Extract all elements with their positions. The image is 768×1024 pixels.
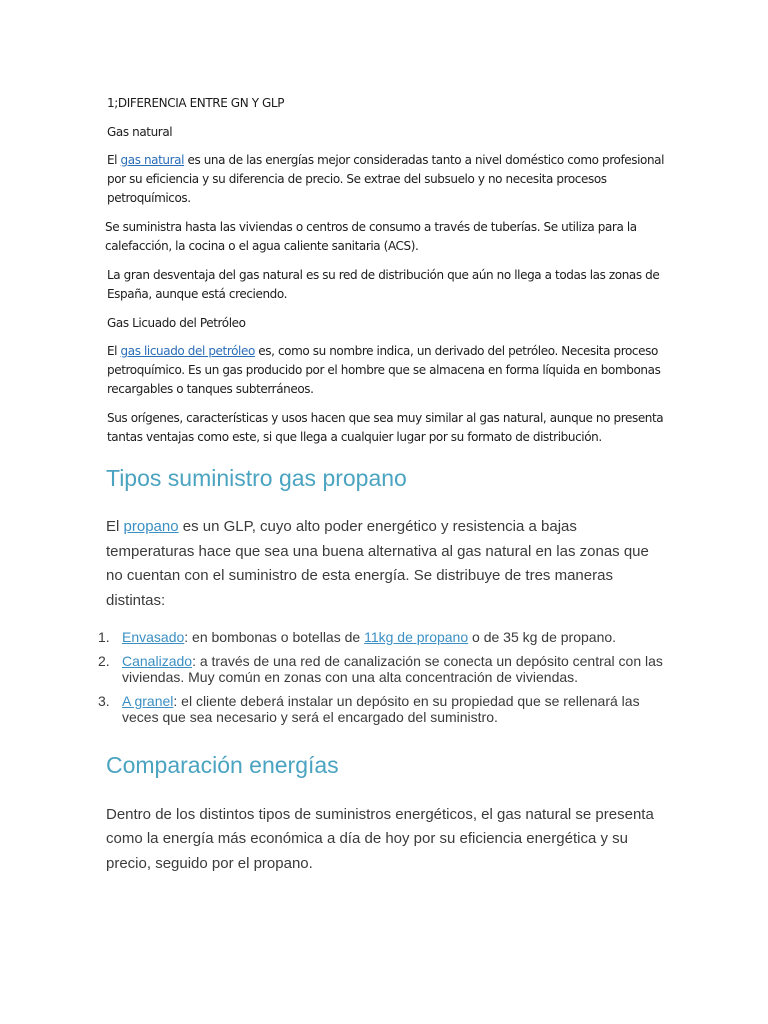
text: distintas: [106,591,166,609]
text: como la energía más económica a día de hoy por su eficiencia energética y su [106,830,628,847]
list-item-envasado [98,629,666,646]
text: Se suministra hasta las viviendas o centros de consumo a través de tuberías. Se utiliza para la [105,220,637,234]
gas-natural-paragraph-3 [107,266,667,304]
text: : el cliente deberá instalar un depósito en su propiedad que se rellenará las [173,692,640,709]
list-number: 2. [98,652,110,669]
gas-natural-paragraph-1 [107,151,667,208]
text: calefacción, la cocina o el agua caliente sanitaria (ACS). [105,239,419,253]
text: temperaturas hace que sea una buena alternativa al gas natural en las zonas que [106,542,649,560]
text: no cuentan con el suministro de esta energía. Se distribuye de tres maneras [106,567,613,584]
canalizado-link[interactable]: Canalizado [122,652,193,669]
tipos-suministro-heading: Tipos suministro gas propano [106,465,407,491]
text: España, aunque está creciendo. [107,287,288,301]
text: veces que sea necesario y será el encargado del suministro. [122,709,498,725]
text: : a través de una red de canalización se conecta un depósito central con las [192,652,663,669]
text: La gran desventaja del gas natural es su red de distribución que aún no llega a todas las zonas de [107,268,660,282]
section-gn-glp [107,94,667,457]
glp-link[interactable]: gas licuado del petróleo [120,344,255,358]
section-tipos-suministro [98,462,666,876]
a-granel-link[interactable]: A granel [122,692,174,709]
text: recargables o tanques subterráneos. [107,382,314,396]
text: : en bombonas o botellas de [184,629,365,645]
list-item-granel [98,692,666,726]
glp-heading: Gas Licuado del Petróleo [107,316,246,330]
text: viviendas. Muy común en zonas con una alta concentración de viviendas. [122,669,579,685]
text: El [107,153,121,167]
list-item-canalizado [98,652,666,686]
envasado-link[interactable]: Envasado [122,629,185,645]
text: Dentro de los distintos tipos de suministros energéticos, el gas natural se presenta [106,805,654,823]
propano-link[interactable]: propano [123,518,179,535]
text: Sus orígenes, características y usos hacen que sea muy similar al gas natural, aunque no presenta [107,411,664,425]
text: precio, seguido por el propano. [106,854,313,872]
list-number: 3. [98,692,110,709]
gas-natural-heading: Gas natural [107,125,173,139]
glp-paragraph-2 [107,409,667,447]
supply-types-list [98,629,666,726]
text: El [107,344,121,358]
gas-natural-paragraph-2 [105,218,667,256]
11kg-propano-link[interactable]: 11kg de propano [364,629,469,645]
text: es, como su nombre indica, un derivado del petróleo. Necesita proceso [254,344,658,358]
text: tantas ventajas como este, si que llega a cualquier lugar por su formato de distribución. [107,430,602,444]
text: es un GLP, cuyo alto poder energético y resistencia a bajas [178,518,577,535]
text: es una de las energías mejor consideradas tanto a nivel doméstico como profesional [184,153,665,167]
propano-intro-paragraph [106,515,666,613]
text: petroquímico. Es un gas producido por el hombre que se almacena en forma líquida en bombonas [107,363,661,377]
section-title: 1;DIFERENCIA ENTRE GN Y GLP [107,96,285,110]
text: o de 35 kg de propano. [468,629,617,645]
list-number: 1. [98,629,110,645]
glp-paragraph-1 [107,342,667,399]
comparacion-heading: Comparación energías [106,751,339,778]
text: petroquímicos. [107,191,191,205]
comparacion-paragraph [106,803,666,877]
text: El [106,518,124,535]
gas-natural-link[interactable]: gas natural [120,153,185,167]
text: por su eficiencia y su diferencia de precio. Se extrae del subsuelo y no necesita procesos [107,172,607,186]
